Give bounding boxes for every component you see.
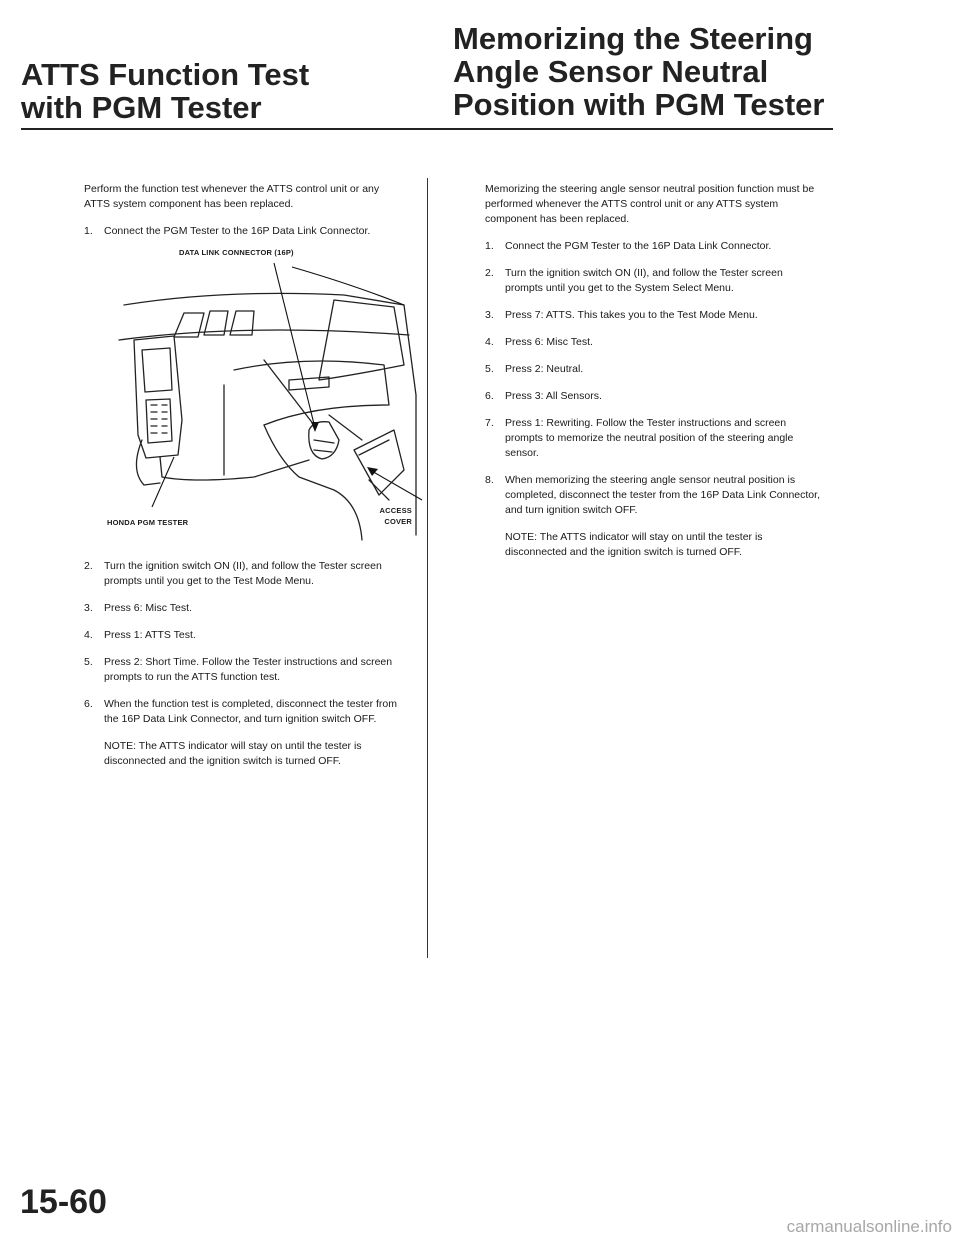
left-step-4: [84, 628, 404, 643]
header-rule: [21, 128, 833, 130]
step-number: 1.: [485, 240, 494, 252]
right-page-title: Memorizing the Steering Angle Sensor Neutral Position with PGM Tester: [453, 21, 825, 122]
step-number: 6.: [485, 390, 494, 402]
right-step-5: [485, 362, 820, 377]
step-number: 3.: [485, 309, 494, 321]
page-number: 15-60: [20, 1183, 107, 1221]
column-divider: [427, 178, 428, 958]
step-text: Press 1: ATTS Test.: [104, 629, 196, 641]
right-step-6: [485, 389, 820, 404]
step-text: When the function test is completed, disconnect the tester from the 16P Data Link Connector, and turn ignition switch OFF.: [104, 698, 397, 725]
step-number: 2.: [485, 267, 494, 279]
step-text: Connect the PGM Tester to the 16P Data Link Connector.: [104, 225, 371, 237]
right-step-4: [485, 335, 820, 350]
step-number: 1.: [84, 225, 93, 237]
right-step-2: [485, 266, 820, 296]
right-column: [485, 182, 820, 571]
left-page-title: ATTS Function Test with PGM Tester: [21, 57, 310, 125]
right-note: NOTE: The ATTS indicator will stay on until the tester is disconnected and the ignition switch is turned OFF.: [505, 531, 763, 558]
data-link-connector-label: DATA LINK CONNECTOR (16P): [179, 248, 294, 257]
right-step-7: [485, 416, 820, 461]
step-text: Turn the ignition switch ON (II), and follow the Tester screen prompts until you get to the System Select Menu.: [505, 267, 783, 294]
step-number: 5.: [84, 656, 93, 668]
left-step-5: [84, 655, 404, 685]
left-step-3: [84, 601, 404, 616]
step-text: Turn the ignition switch ON (II), and follow the Tester screen prompts until you get to the Test Mode Menu.: [104, 560, 382, 587]
left-note: NOTE: The ATTS indicator will stay on until the tester is disconnected and the ignition switch is turned OFF.: [104, 740, 362, 767]
left-steps: [84, 224, 412, 727]
step-text: Press 1: Rewriting. Follow the Tester instructions and screen prompts to memorize the neutral position of the steering angle sensor.: [505, 417, 794, 459]
access-cover-label: ACCESS COVER: [379, 506, 412, 526]
step-text: Press 3: All Sensors.: [505, 390, 602, 402]
step-number: 8.: [485, 474, 494, 486]
dashboard-figure: [104, 245, 424, 545]
right-intro: Memorizing the steering angle sensor neutral position function must be performed whenever the ATTS control unit or any ATTS system component has been replaced.: [485, 183, 815, 225]
pgm-tester-label: HONDA PGM TESTER: [107, 518, 189, 527]
left-column: [84, 182, 412, 780]
step-text: Press 2: Neutral.: [505, 363, 584, 375]
step-text: When memorizing the steering angle sensor neutral position is completed, disconnect the tester from the 16P Data Link Connector, and turn ignition switch OFF.: [505, 474, 820, 516]
dashboard-illustration: [104, 245, 424, 545]
left-intro: Perform the function test whenever the ATTS control unit or any ATTS system component has been replaced.: [84, 183, 380, 210]
right-step-8: [485, 473, 820, 518]
step-number: 6.: [84, 698, 93, 710]
right-steps: [485, 239, 820, 518]
step-text: Press 6: Misc Test.: [104, 602, 192, 614]
step-text: Press 7: ATTS. This takes you to the Test Mode Menu.: [505, 309, 758, 321]
step-number: 4.: [485, 336, 494, 348]
step-number: 7.: [485, 417, 494, 429]
step-text: Press 6: Misc Test.: [505, 336, 593, 348]
step-number: 5.: [485, 363, 494, 375]
left-step-1: [84, 224, 412, 545]
step-text: Connect the PGM Tester to the 16P Data Link Connector.: [505, 240, 772, 252]
left-step-2: [84, 559, 404, 589]
watermark: carmanualsonline.info: [786, 1217, 952, 1236]
right-step-1: [485, 239, 820, 254]
step-text: Press 2: Short Time. Follow the Tester instructions and screen prompts to run the ATTS function test.: [104, 656, 393, 683]
step-number: 2.: [84, 560, 93, 572]
left-step-6: [84, 697, 404, 727]
right-step-3: [485, 308, 820, 323]
step-number: 3.: [84, 602, 93, 614]
step-number: 4.: [84, 629, 93, 641]
